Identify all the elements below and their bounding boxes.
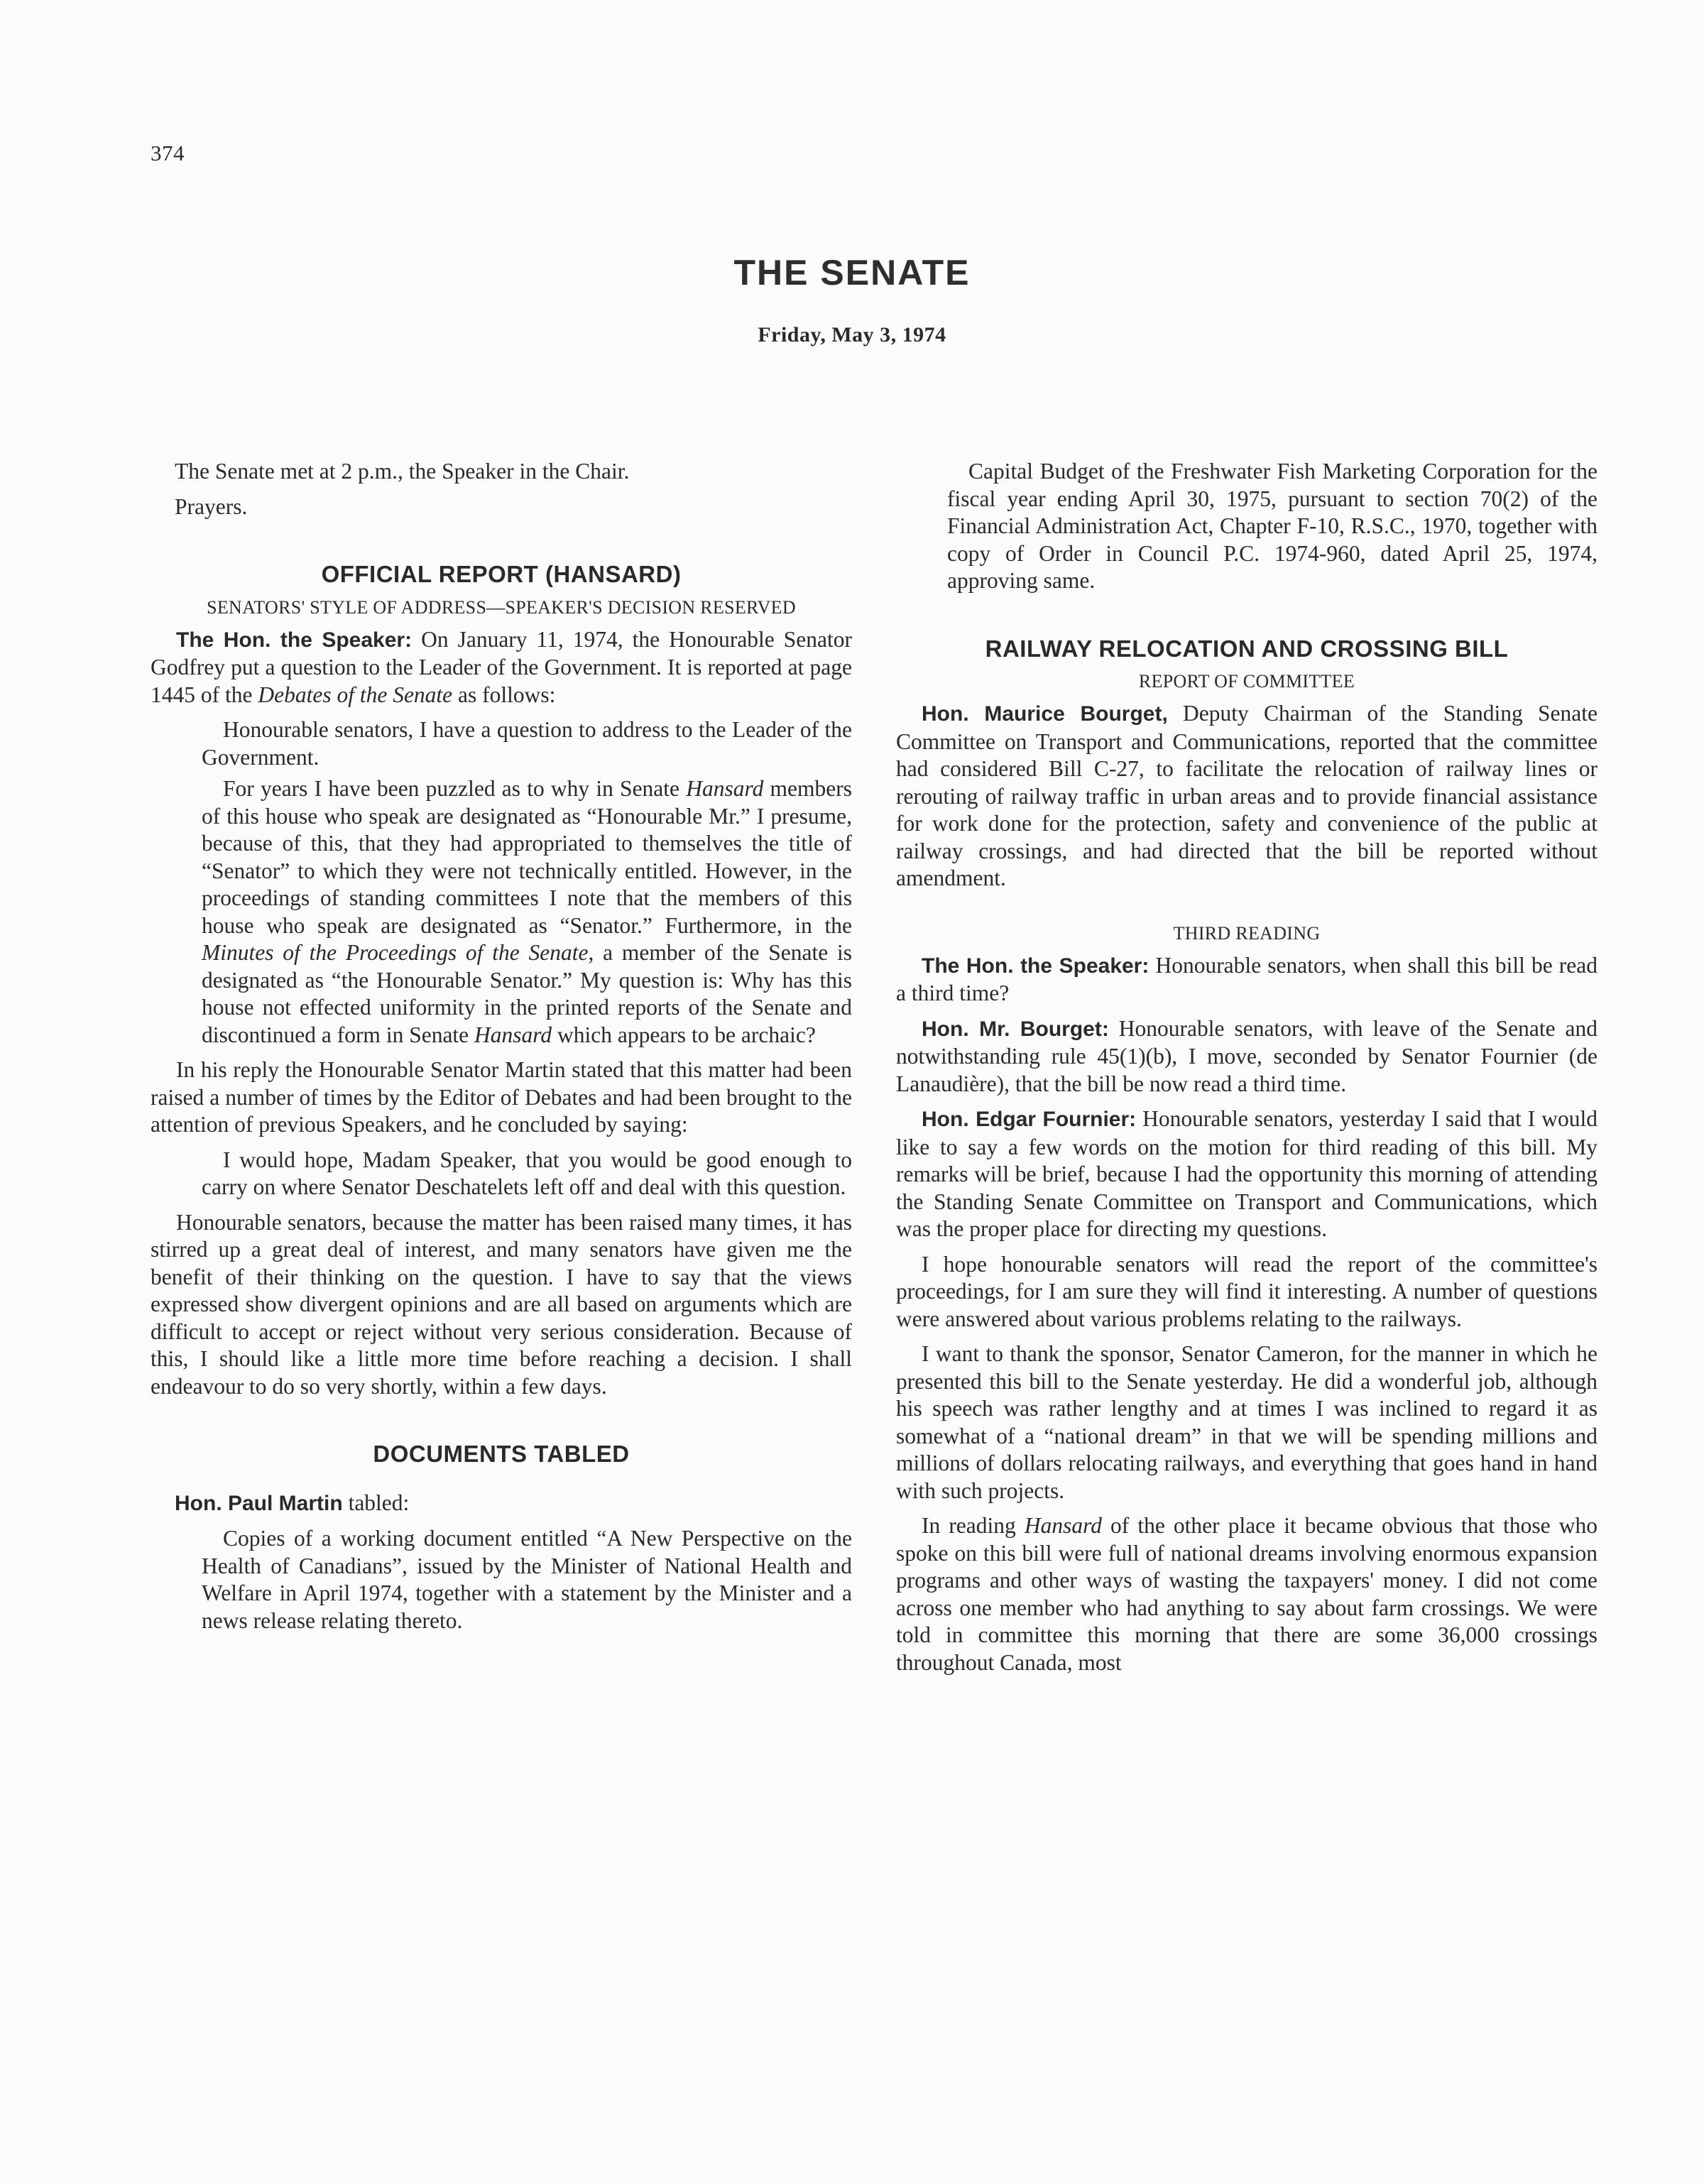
speaker-statement: Hon. Mr. Bourget: Honourable senators, with leave of the Senate and notwithstanding rule 45(1)(b), I move, seconded by Senator Fournier (de Lanaudière), that the bill be now read a third time. xyxy=(896,1015,1598,1096)
body-paragraph: I want to thank the sponsor, Senator Cameron, for the manner in which he presented this bill to the Senate yesterday. He did a wonderful job, although his speech was rather lengthy and at times I was inclined to regard it as somewhat of a “national dream” in that we will be spending millions and millions of dollars relocating railways, and everything that goes hand in hand with such projects. xyxy=(896,1341,1598,1503)
speaker-statement: Hon. Edgar Fournier: Honourable senators, yesterday I said that I would like to say a few words on the motion for third reading of this bill. My remarks will be brief, because I had the opportunity this morning of attending the Standing Senate Committee on Transport and Communications, which was the proper place for directing my questions. xyxy=(896,1106,1598,1241)
speaker-name: Hon. Maurice Bourget, xyxy=(922,702,1168,726)
body-paragraph: In reading Hansard of the other place it became obvious that those who spoke on this bill were full of national dreams involving enormous expansion programs and other ways of wasting the taxpayers' money. I did not come across one member who had anything to say about farm crossings. We were told in committee this morning that there are some 36,000 crossings throughout Canada, most xyxy=(896,1513,1598,1675)
tabled-line: Hon. Paul Martin tabled: xyxy=(175,1490,410,1515)
left-column xyxy=(151,458,852,1642)
quote-paragraph: I would hope, Madam Speaker, that you would be good enough to carry on where Senator Deschatelets left off and deal with this question. xyxy=(202,1147,852,1199)
document-item: Copies of a working document entitled “A New Perspective on the Health of Canadians”, issued by the Minister of National Health and Welfare in April 1974, together with a statement by the Minister and a news release relating thereto. xyxy=(202,1526,852,1633)
hansard-heading: OFFICIAL REPORT (HANSARD) xyxy=(321,561,682,587)
sitting-date: Friday, May 3, 1974 xyxy=(758,323,946,346)
masthead xyxy=(0,252,1704,347)
railway-bill-heading: RAILWAY RELOCATION AND CROSSING BILL xyxy=(985,635,1509,662)
report-subheading: REPORT OF COMMITTEE xyxy=(1138,671,1355,692)
documents-heading: DOCUMENTS TABLED xyxy=(373,1441,630,1467)
document-item-continued: Capital Budget of the Freshwater Fish Marketing Corporation for the fiscal year ending April 30, 1975, pursuant to section 70(2) of the Financial Administration Act, Chapter F-10, R.S.C., 1970, together with copy of Order in Council P.C. 1974-960, dated April 25, 1974, approving same. xyxy=(947,459,1598,593)
speaker-name: Hon. Mr. Bourget: xyxy=(922,1017,1109,1041)
quote-paragraph: Honourable senators, I have a question to address to the Leader of the Government. xyxy=(202,717,852,770)
body-paragraph: Honourable senators, because the matter has been raised many times, it has stirred up a great deal of interest, and many senators have given me the benefit of their thinking on the question. I have to say that the views expressed show divergent opinions and are all based on arguments which are difficult to accept or reject without very serious consideration. Because of this, I should like a little more time before reaching a decision. I shall endeavour to do so very shortly, within a few days. xyxy=(151,1209,852,1399)
speaker-name: Hon. Paul Martin xyxy=(175,1491,343,1515)
prayers-line: Prayers. xyxy=(175,493,248,519)
quote-paragraph: For years I have been puzzled as to why in Senate Hansard members of this house who speak are designated as “Honourable Mr.” I presume, because of this, that they had appropriated to themselves the title of “Senator” to which they were not technically entitled. However, in the proceedings of standing committees I note that the members of this house who speak are designated as “Senator.” Furthermore, in the Minutes of the Proceedings of the Senate, a member of the Senate is designated as “the Honourable Senator.” My question is: Why has this house not effected uniformity in the printed reports of the Senate and discontinued a form in Senate Hansard which appears to be archaic? xyxy=(202,776,852,1047)
opening-line: The Senate met at 2 p.m., the Speaker in the Chair. xyxy=(175,459,630,484)
speaker-name: Hon. Edgar Fournier: xyxy=(922,1108,1137,1131)
hansard-subheading: SENATORS' STYLE OF ADDRESS—SPEAKER'S DECISION RESERVED xyxy=(207,596,796,618)
third-reading-heading: THIRD READING xyxy=(1173,922,1321,944)
right-column xyxy=(896,458,1598,1684)
speaker-name: The Hon. the Speaker: xyxy=(176,628,413,652)
speaker-name: The Hon. the Speaker: xyxy=(922,954,1149,978)
page-title: THE SENATE xyxy=(733,253,971,293)
body-paragraph: In his reply the Honourable Senator Martin stated that this matter had been raised a number of times by the Editor of Debates and had been brought to the attention of previous Speakers, and he concluded by saying: xyxy=(151,1057,852,1137)
committee-report: Hon. Maurice Bourget, Deputy Chairman of the Standing Senate Committee on Transport and Communications, reported that the committee had considered Bill C-27, to facilitate the relocation of railway lines or rerouting of railway traffic in urban areas and to provide financial assistance for work done for the protection, safety and convenience of the public at railway crossings, and had directed that the bill be reported without amendment. xyxy=(896,701,1598,890)
speaker-statement: The Hon. the Speaker: Honourable senators, when shall this bill be read a third time? xyxy=(896,952,1598,1005)
page-number: 374 xyxy=(151,141,185,165)
body-paragraph: I hope honourable senators will read the report of the committee's proceedings, for I am sure they will find it interesting. A number of questions were answered about various problems relating to the railways. xyxy=(896,1251,1598,1331)
speaker-statement: The Hon. the Speaker: On January 11, 1974, the Honourable Senator Godfrey put a question to the Leader of the Government. It is reported at page 1445 of the Debates of the Senate as follows: xyxy=(151,626,852,707)
